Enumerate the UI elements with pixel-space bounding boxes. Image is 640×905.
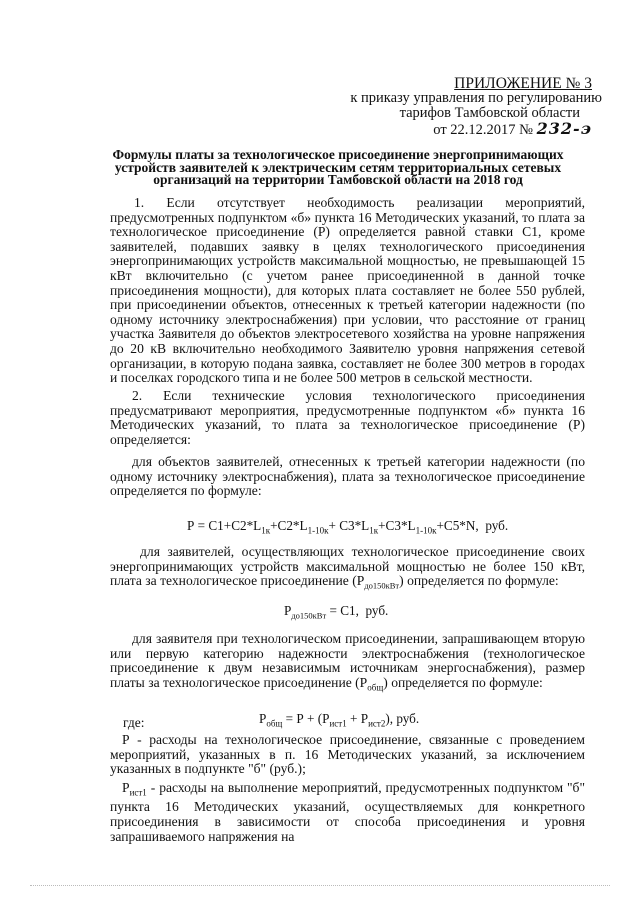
where-label: где: bbox=[123, 715, 145, 730]
document-title: Формулы платы за технологическое присоединение энергопринимающих устройств заявителей к электрическим сетям территориальных сетевых организаций на территории Тамбовской области на 2018 год bbox=[112, 147, 564, 187]
paragraph-7 bbox=[110, 781, 585, 844]
paragraph-4 bbox=[110, 545, 585, 594]
paragraph-5-end: ) определяется по формуле: bbox=[383, 674, 543, 690]
header-line-3 bbox=[433, 121, 592, 138]
paragraph-1: 1. Если отсутствует необходимость реализации мероприятий, предусмотренных подпунктом «б» пункта 16 Методических указаний, то плата за технологическое присоединение (Р) определяется равной ставки С1, кроме заявителей, подавших заявку в целях технологического присоединения энергопринимающих устройств максимальной мощностью, не превышающей 15 кВт включительно (с учетом ранее присоединенной в данной точке присоединения мощности), для которых плата составляет не более 550 рублей, при присоединении объектов, отнесенных к третьей категории надежности (по одному источнику электроснабжения) при условии, что расстояние от границ участка Заявителя до объектов электросетевого хозяйства на уровне напряжения до 20 кВ включительно необходимого Заявителю уровня напряжения сетевой организации, в которую подана заявка, составляет не более 300 метров в городах и поселках городского типа и не более 500 метров в сельской местности. bbox=[110, 195, 585, 386]
paragraph-7-text: - расходы на выполнение мероприятий, предусмотренных подпунктом "б" пункта 16 Методических указаний, осуществляемых для конкретного присоединения в зависимости от способа присоединения и уровня запрашиваемого напряжения на bbox=[110, 780, 585, 844]
paragraph-4-text: для заявителей, осуществляющих технологическое присоединение своих энергопринимающих устройств максимальной мощностью не более 150 кВт, плата за технологическое присоединение (Р bbox=[110, 544, 585, 589]
paragraph-5-subscript: общ bbox=[367, 682, 384, 693]
paragraph-4-subscript: до150кВт bbox=[364, 580, 400, 591]
formula-3: $Р_{общ} = Р + (Р_{ист1} + Р_{ист2})$, руб. bbox=[259, 711, 420, 729]
order-date: от 22.12.2017 № bbox=[433, 122, 534, 138]
paragraph-5-text: для заявителя при технологическом присоединении, запрашивающем вторую или первую категорию надежности электроснабжения (технологическое присоединение к двум независимым источникам энергоснабжения), размер платы за технологическое присоединение (Р bbox=[110, 631, 585, 690]
paragraph-2: 2. Если технические условия технологического присоединения предусматривают мероприятия, предусмотренные подпунктом «б» пункта 16 Методических указаний, то плата за технологическое присоединение (Р) определяется: bbox=[110, 388, 585, 447]
paragraph-4-end: ) определяется по формуле: bbox=[399, 573, 559, 589]
order-number-handwritten: 232-э bbox=[536, 119, 592, 138]
scan-edge-artifact bbox=[30, 885, 610, 886]
paragraph-7-subscript: ист1 bbox=[129, 787, 147, 798]
formula-1: $Р = С1+С2*L_{1к}+С2*L_{1-10к}+ С3*L_{1к}+С3*L_{1-10к}+С5*N$, руб. bbox=[187, 518, 509, 536]
header-line-2: тарифов Тамбовской области bbox=[399, 105, 580, 121]
paragraph-3: для объектов заявителей, отнесенных к третьей категории надежности (по одному источнику электроснабжения), плата за технологическое присоединение определяется по формуле: bbox=[110, 454, 585, 499]
paragraph-6: Р - расходы на технологическое присоединение, связанные с проведением мероприятий, указанных в п. 16 Методических указаний, за исключением указанных в подпункте "б" (руб.); bbox=[110, 732, 585, 777]
formula-2: $Р_{до150кВт} = С1$, руб. bbox=[284, 603, 389, 621]
header-line-1: к приказу управления по регулированию bbox=[350, 90, 602, 106]
paragraph-7-lead: Р bbox=[122, 780, 130, 795]
appendix-heading: ПРИЛОЖЕНИЕ № 3 bbox=[454, 75, 592, 92]
paragraph-5 bbox=[110, 632, 585, 695]
